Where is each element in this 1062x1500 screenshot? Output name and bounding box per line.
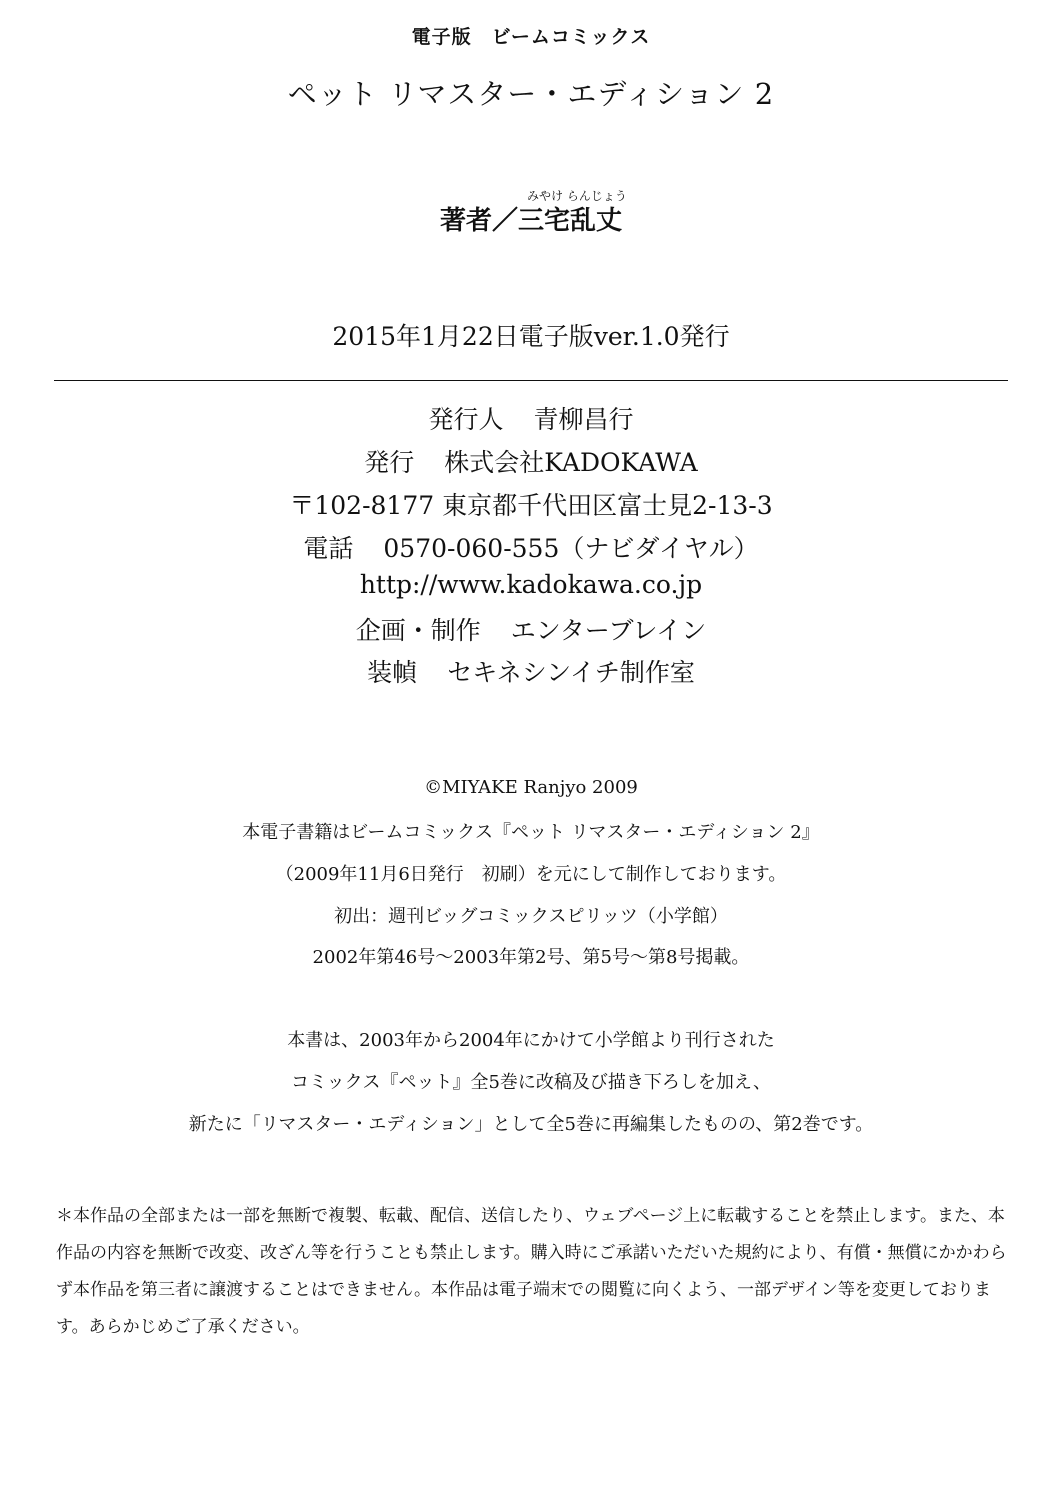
- publisher-person-line: [0, 400, 1062, 436]
- copyright-notice: ＊本作品の全部または一部を無断で複製、転載、配信、送信したり、ウェブページ上に転載することを禁止します。また、本作品の内容を無断で改変、改ざん等を行うことも禁止します。購入時にご承諾いただいた規約により、有償・無償にかかわらず本作品を第三者に譲渡することはできません。本作品は電子端末での閲覧に向くよう、一部デザイン等を変更しております。あらかじめご了承ください。: [56, 1206, 1007, 1337]
- source-line-1: 本電子書籍はビームコミックス『ペット リマスター・エディション 2』: [242, 822, 820, 843]
- planning-value: エンターブレイン: [510, 616, 707, 645]
- first-appearance-line-2: 2002年第46号〜2003年第2号、第5号〜第8号掲載。: [312, 947, 750, 968]
- publisher-person-label: 発行人: [428, 405, 504, 434]
- divider-rule: [54, 380, 1008, 381]
- source-line-2: （2009年11月6日発行 初刷）を元にして制作しております。: [275, 864, 787, 885]
- publisher-person: 青柳昌行: [533, 405, 634, 434]
- publisher-address: 〒102-8177 東京都千代田区富士見2-13-3: [289, 491, 773, 520]
- planning-label: 企画・制作: [355, 616, 481, 645]
- author-line: [0, 200, 1062, 237]
- author-name: 三宅乱丈: [518, 206, 623, 236]
- design-label: 装幀: [367, 658, 418, 687]
- author-label: 著者／: [439, 206, 518, 236]
- phone-number: 0570-060-555（ナビダイヤル）: [383, 534, 759, 563]
- publisher-url: http://www.kadokawa.co.jp: [359, 570, 703, 599]
- planning-line: [0, 611, 1062, 647]
- publication-date: 2015年1月22日電子版ver.1.0発行: [332, 322, 730, 351]
- copyright-line: ©MIYAKE Ranjyo 2009: [424, 777, 638, 798]
- book-title: ペット リマスター・エディション 2: [287, 77, 775, 111]
- edition-line-3: 新たに「リマスター・エディション」として全5巻に再編集したものの、第2巻です。: [188, 1114, 874, 1135]
- first-appearance-line-1: 初出：週刊ビッグコミックスピリッツ（小学館）: [334, 906, 728, 927]
- phone-line: [0, 529, 1062, 565]
- design-line: [0, 653, 1062, 689]
- author-name-ruby: みやけ らんじょう: [527, 189, 627, 203]
- publisher-label: 発行: [364, 448, 415, 477]
- publisher-name: 株式会社KADOKAWA: [444, 448, 698, 477]
- phone-label: 電話: [303, 534, 354, 563]
- edition-line-2: コミックス『ペット』全5巻に改稿及び描き下ろしを加え、: [291, 1072, 771, 1093]
- design-value: セキネシンイチ制作室: [447, 658, 695, 687]
- imprint-line: 電子版 ビームコミックス: [411, 26, 651, 48]
- edition-line-1: 本書は、2003年から2004年にかけて小学館より刊行された: [287, 1030, 775, 1051]
- publisher-line: [0, 443, 1062, 479]
